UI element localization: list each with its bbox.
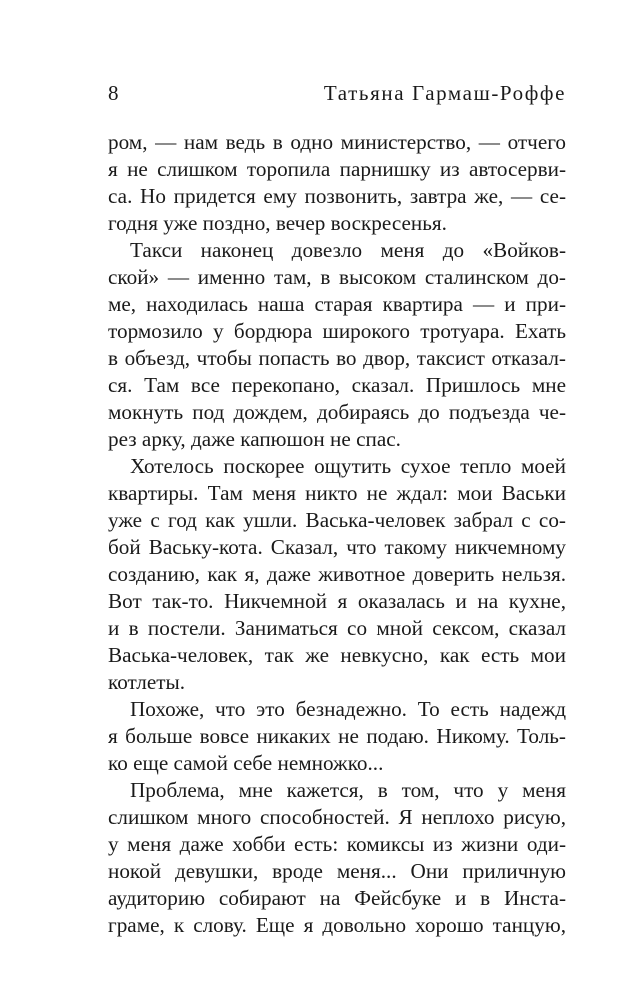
paragraph: [108, 453, 566, 696]
paragraph: [108, 777, 566, 939]
text-line: Вот так-то. Никчемной я оказалась и на кухне,: [108, 589, 566, 613]
text-line: годня уже поздно, вечер воскресенья.: [108, 211, 447, 235]
text-line: я не слишком торопила парнишку из автосерви-: [108, 157, 566, 181]
text-line: Такси наконец довезло меня до «Войков-: [130, 238, 566, 262]
text-line: ме, находилась наша старая квартира — и при-: [108, 292, 566, 316]
text-line: слишком много способностей. Я неплохо рисую,: [108, 805, 566, 829]
text-line: я больше вовсе никаких не подаю. Никому. Толь-: [108, 724, 566, 748]
text-line: квартиры. Там меня никто не ждал: мои Васьки: [108, 481, 566, 505]
paragraph: [108, 237, 566, 453]
text-line: созданию, как я, даже животное доверить нельзя.: [108, 562, 566, 586]
text-line: Похоже, что это безнадежно. То есть надежд: [130, 697, 566, 721]
text-line: аудиторию собирают на Фейсбуке и в Инста-: [108, 886, 566, 910]
paragraph: [108, 129, 566, 237]
page-header: [108, 80, 566, 110]
text-line: ром, — нам ведь в одно министерство, — отчего: [108, 130, 566, 154]
text-line: нокой девушки, вроде меня... Они приличную: [108, 859, 566, 883]
text-line: мокнуть под дождем, добираясь до подъезда че-: [108, 400, 566, 424]
text-line: са. Но придется ему позвонить, завтра же, — се-: [108, 184, 566, 208]
text-line: Васька-человек, так же невкусно, как есть мои: [108, 643, 566, 667]
text-line: рез арку, даже капюшон не спас.: [108, 427, 401, 451]
page-number: 8: [108, 81, 119, 105]
text-line: Проблема, мне кажется, в том, что у меня: [130, 778, 566, 802]
text-line: уже с год как ушли. Васька-человек забрал с со-: [108, 508, 566, 532]
paragraph: [108, 696, 566, 777]
text-line: ко еще самой себе немножко...: [108, 751, 384, 775]
text-line: в объезд, чтобы попасть во двор, таксист отказал-: [108, 346, 566, 370]
text-line: котлеты.: [108, 670, 186, 694]
text-line: тормозило у бордюра широкого тротуара. Ехать: [108, 319, 566, 343]
text-line: ской» — именно там, в высоком сталинском до-: [108, 265, 566, 289]
text-line: ся. Там все перекопано, сказал. Пришлось мне: [108, 373, 566, 397]
text-line: Хотелось поскорее ощутить сухое тепло моей: [130, 454, 566, 478]
text-line: бой Ваську-кота. Сказал, что такому никчемному: [108, 535, 566, 559]
running-head-author: Татьяна Гармаш-Роффе: [323, 81, 566, 105]
text-line: и в постели. Заниматься со мной сексом, сказал: [108, 616, 566, 640]
text-line: у меня даже хобби есть: комиксы из жизни оди-: [108, 832, 566, 856]
text-line: граме, к слову. Еще я довольно хорошо танцую,: [108, 913, 566, 937]
body-text: [108, 129, 566, 939]
